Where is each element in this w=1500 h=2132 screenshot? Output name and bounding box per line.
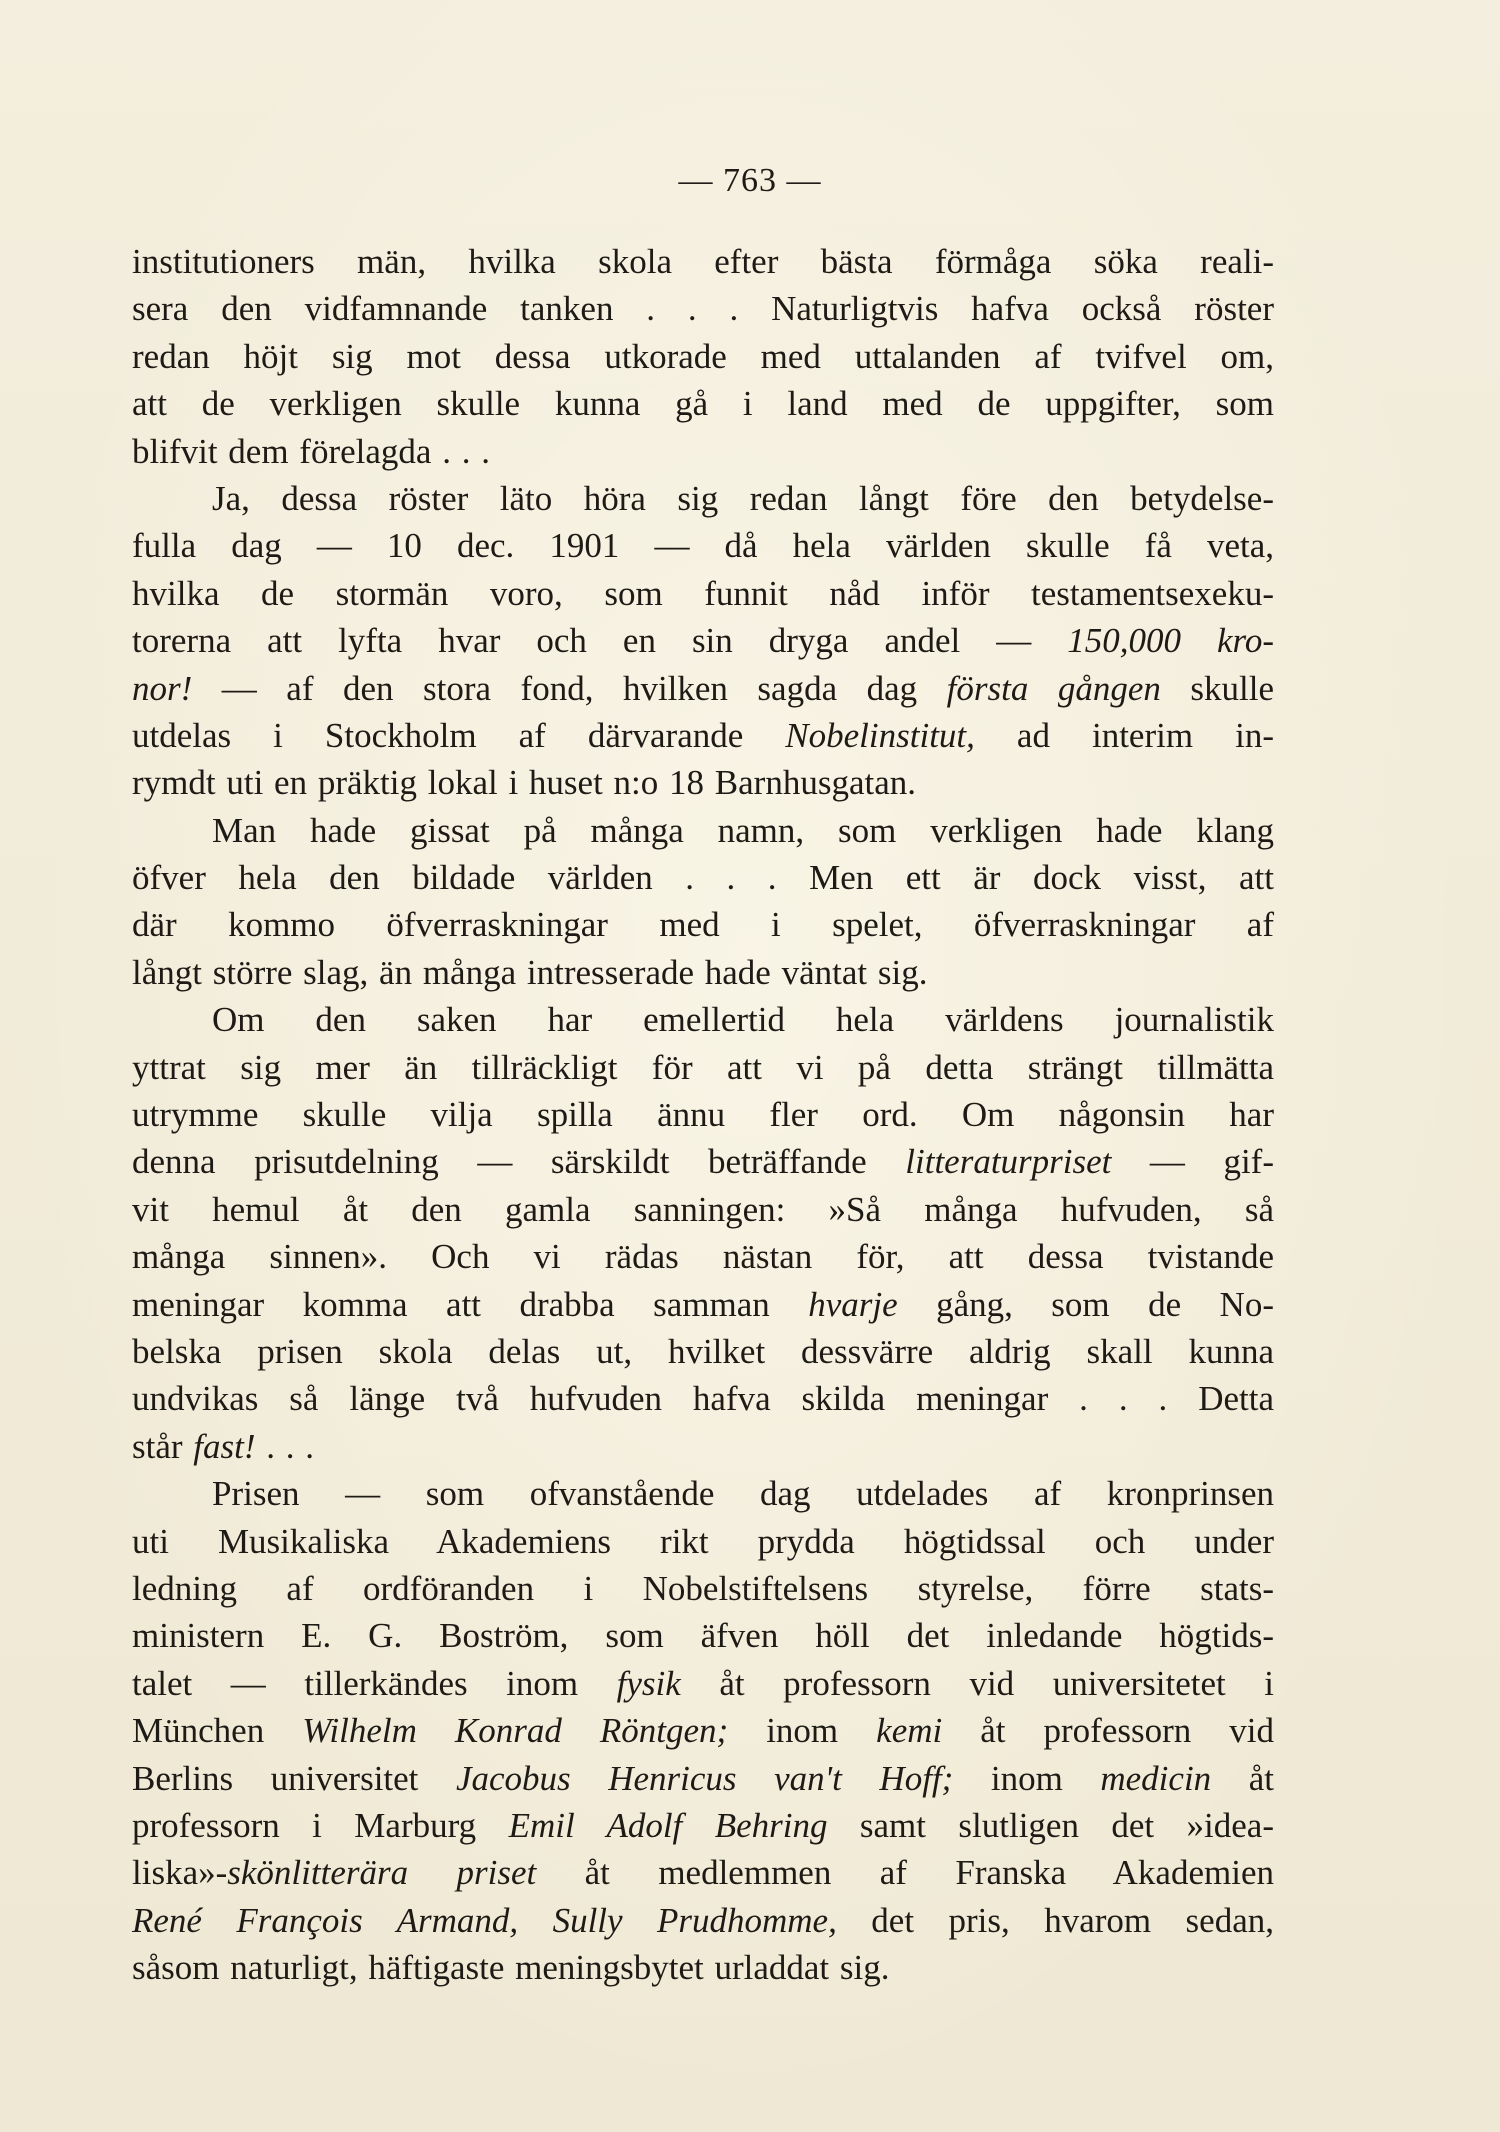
italic-segment: nor! [132,668,193,708]
text-line [132,759,1274,806]
italic-segment: fysik [616,1663,681,1703]
italic-segment: första gången [946,668,1161,708]
text-segment: Man hade gissat på många namn, som verkligen hade klang [212,810,1274,850]
text-line [132,285,1274,332]
text-segment: hvilka de stormän voro, som funnit nåd inför testamentsexeku- [132,573,1274,613]
text-line [132,1897,1274,1944]
text-segment: liska»- [132,1853,228,1893]
text-segment: långt större slag, än många intresserade hade väntat sig. [132,952,928,992]
body-text [132,238,1274,1991]
text-line [132,1755,1274,1802]
text-segment: ledning af ordföranden i Nobelstiftelsens styrelse, förre stats- [132,1568,1274,1608]
text-segment: vit hemul åt den gamla sanningen: »Så många hufvuden, så [132,1189,1274,1229]
italic-segment: Jacobus Henricus van't Hoff; [455,1758,954,1798]
text-segment: samt slutligen det »idea- [827,1805,1274,1845]
text-line [132,238,1274,285]
text-line [132,1375,1274,1422]
text-line [132,475,1274,522]
text-segment: redan höjt sig mot dessa utkorade med uttalanden af tvifvel om, [132,336,1274,376]
text-segment: talet — tillerkändes inom [132,1663,617,1703]
text-segment: där kommo öfverraskningar med i spelet, öfverraskningar af [132,905,1274,945]
text-segment: att de verkligen skulle kunna gå i land med de uppgifter, som [132,384,1274,424]
italic-segment: 150,000 kro- [1067,621,1275,661]
text-segment: uti Musikaliska Akademiens rikt prydda högtidssal och under [132,1521,1274,1561]
italic-segment: fast! [193,1426,256,1466]
text-segment: åt professorn vid [942,1711,1274,1751]
text-segment: Ja, dessa röster läto höra sig redan långt före den betydelse- [212,478,1274,518]
text-segment: . . . [255,1426,315,1466]
text-segment: München [132,1711,303,1751]
text-line [132,1091,1274,1138]
text-line [132,949,1274,996]
text-segment: fulla dag — 10 dec. 1901 — då hela världen skulle få veta, [132,526,1274,566]
text-line [132,1138,1274,1185]
text-segment: det pris, hvarom sedan, [836,1900,1274,1940]
text-segment: torerna att lyfta hvar och en sin dryga andel — [132,621,1068,661]
text-segment: sera den vidfamnande tanken . . . Naturligtvis hafva också röster [132,289,1274,329]
text-line [132,1707,1274,1754]
italic-segment: skönlitterära priset [227,1853,537,1893]
text-segment: Berlins universitet [132,1758,456,1798]
text-line [132,1849,1274,1896]
text-segment: åt [1211,1758,1274,1798]
text-segment: utrymme skulle vilja spilla ännu fler ord. Om någonsin har [132,1095,1274,1135]
text-line [132,1423,1274,1470]
text-line [132,854,1274,901]
text-line [132,665,1274,712]
text-segment: ministern E. G. Boström, som äfven höll det inledande högtids- [132,1616,1274,1656]
text-line [132,712,1274,759]
text-segment: åt medlemmen af Franska Akademien [536,1853,1274,1893]
italic-segment: Wilhelm Konrad Röntgen; [302,1711,729,1751]
text-segment: belska prisen skola delas ut, hvilket dessvärre aldrig skall kunna [132,1331,1274,1371]
text-line [132,1328,1274,1375]
text-segment: gång, som de No- [897,1284,1274,1324]
text-line [132,333,1274,380]
text-segment: yttrat sig mer än tillräckligt för att vi på detta strängt tillmätta [132,1047,1274,1087]
text-segment: öfver hela den bildade världen . . . Men ett är dock visst, att [132,858,1274,898]
text-segment: Prisen — som ofvanstående dag utdelades af kronprinsen [212,1474,1274,1514]
text-segment: undvikas så länge två hufvuden hafva skilda meningar . . . Detta [132,1379,1274,1419]
text-line [132,807,1274,854]
text-segment: — gif- [1111,1142,1274,1182]
text-segment: Om den saken har emellertid hela världens journalistik [212,1000,1274,1040]
text-segment: blifvit dem förelagda . . . [132,431,490,471]
italic-segment: litteraturpriset [905,1142,1112,1182]
italic-segment: kemi [876,1711,943,1751]
page-number: — 763 — [678,162,822,199]
text-line [132,1518,1274,1565]
text-line [132,1044,1274,1091]
text-segment: såsom naturligt, häftigaste meningsbytet urladdat sig. [132,1948,890,1988]
text-line [132,1233,1274,1280]
text-segment: professorn i Marburg [132,1805,509,1845]
text-segment: meningar komma att drabba samman [132,1284,809,1324]
text-segment: rymdt uti en präktig lokal i huset n:o 18 Barnhusgatan. [132,763,916,803]
text-line [132,1944,1274,1991]
text-segment: åt professorn vid universitetet i [680,1663,1275,1703]
italic-segment: Emil Adolf Behring [508,1805,828,1845]
italic-segment: hvarje [808,1284,898,1324]
text-segment: skulle [1160,668,1274,708]
text-line [132,380,1274,427]
text-line [132,428,1274,475]
text-line [132,1612,1274,1659]
text-line [132,1565,1274,1612]
text-line [132,1802,1274,1849]
italic-segment: Nobelinstitut, [785,715,975,755]
text-segment: står [132,1426,194,1466]
text-segment: — af den stora fond, hvilken sagda dag [192,668,947,708]
text-line [132,996,1274,1043]
text-segment: inom [728,1711,877,1751]
text-line [132,901,1274,948]
text-segment: många sinnen». Och vi rädas nästan för, att dessa tvistande [132,1237,1274,1277]
italic-segment: René François Armand, Sully Prudhomme, [132,1900,837,1940]
text-line [132,570,1274,617]
text-segment: utdelas i Stockholm af därvarande [132,715,786,755]
text-line [132,1470,1274,1517]
text-line [132,1281,1274,1328]
text-line [132,1186,1274,1233]
text-segment: denna prisutdelning — särskildt beträffande [132,1142,906,1182]
italic-segment: medicin [1100,1758,1212,1798]
text-line [132,617,1274,664]
text-segment: ad interim in- [974,715,1274,755]
text-segment: institutioners män, hvilka skola efter bästa förmåga söka reali- [132,242,1274,281]
text-line [132,1660,1274,1707]
text-line [132,522,1274,569]
text-segment: inom [953,1758,1101,1798]
